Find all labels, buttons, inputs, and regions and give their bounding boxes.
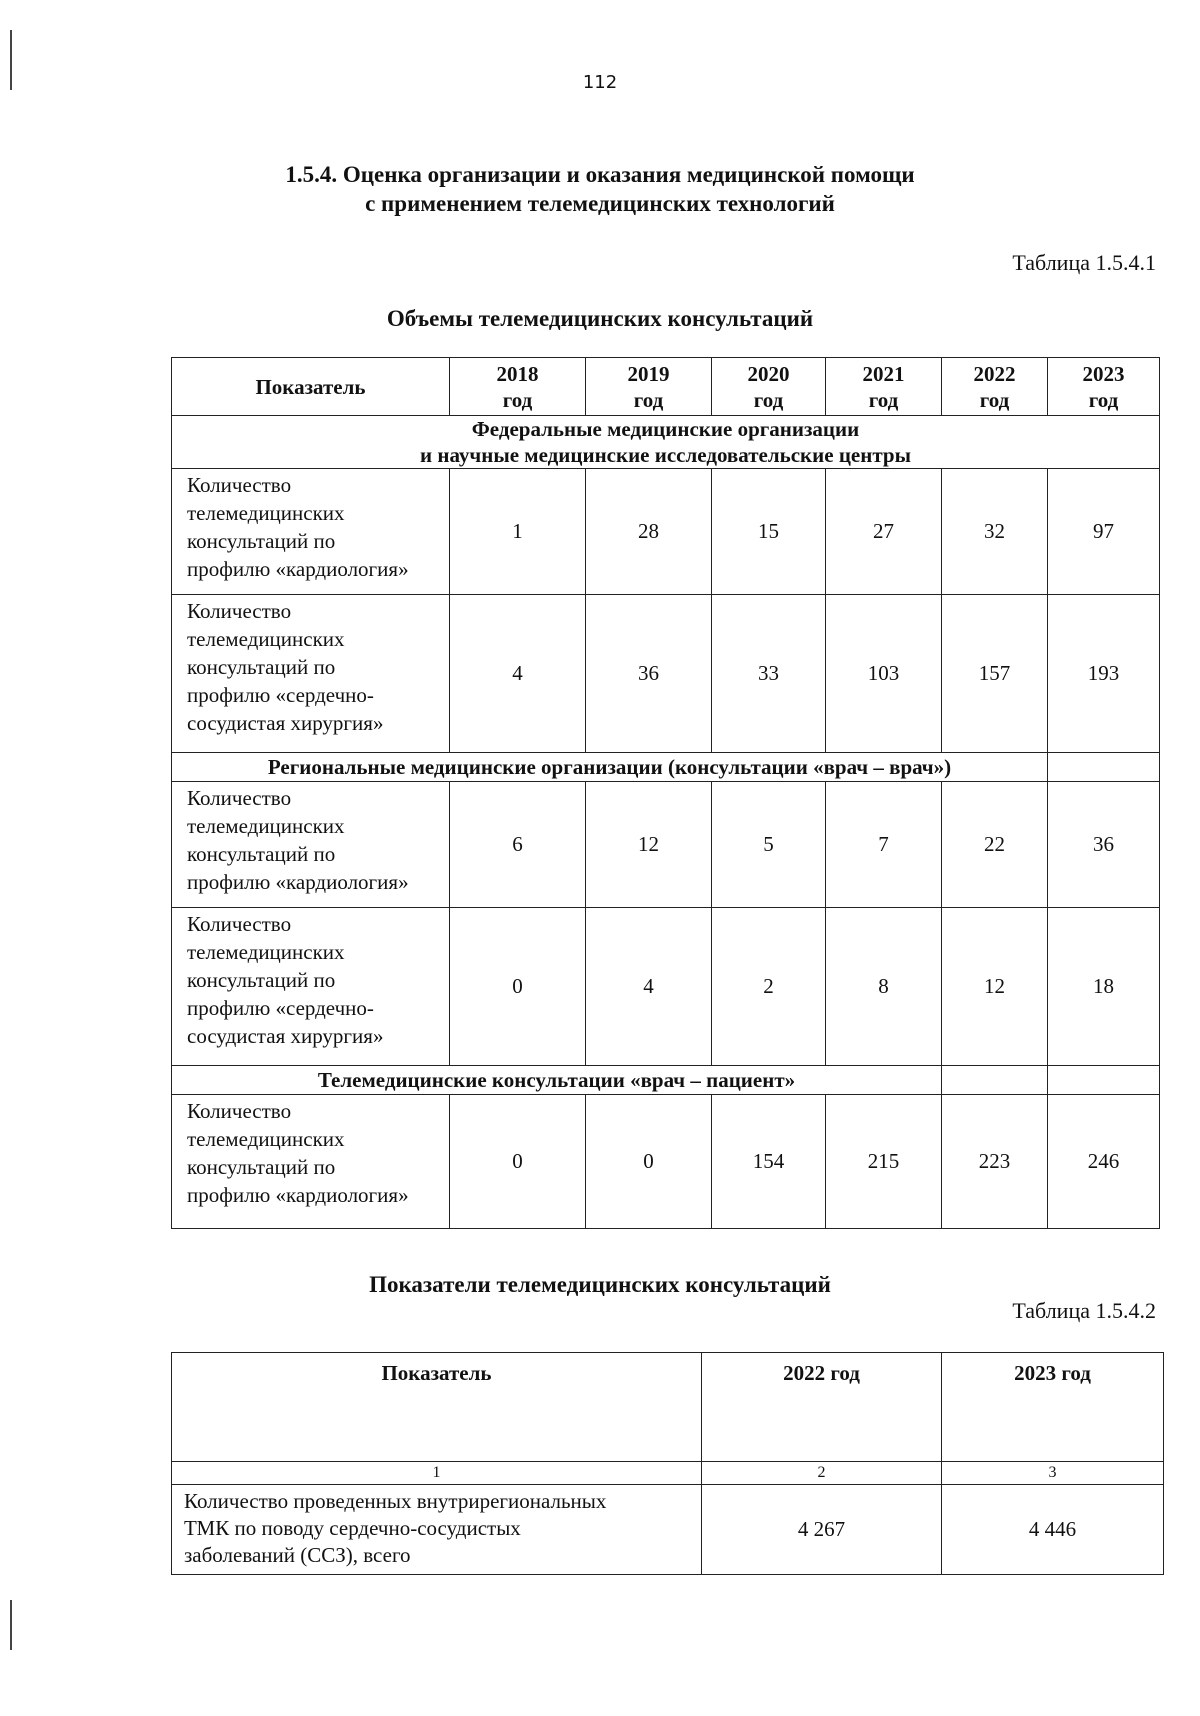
indicator-line: консультаций по	[187, 1155, 336, 1179]
value-cell: 2	[712, 908, 826, 1066]
header-indicator: Показатель	[172, 358, 450, 416]
indicator-cell	[172, 1095, 450, 1229]
indicator-line: профилю «кардиология»	[187, 1183, 409, 1207]
header-year	[942, 358, 1048, 416]
header-year-unit: год	[979, 387, 1010, 412]
value-cell: 246	[1048, 1095, 1160, 1229]
value-cell: 4	[450, 595, 586, 753]
value-cell: 223	[942, 1095, 1048, 1229]
table-row	[172, 1095, 1160, 1229]
table-row	[172, 595, 1160, 753]
indicator-line: сосудистая хирургия»	[187, 1024, 384, 1048]
indicator-cell	[172, 1485, 702, 1575]
indicator-line: Количество	[187, 599, 292, 623]
group-title	[172, 1066, 942, 1095]
header-year: 2022 год	[702, 1353, 942, 1462]
indicator-line: Количество проведенных внутрирегиональных	[184, 1489, 607, 1513]
indicator-line: телемедицинских	[187, 627, 345, 651]
indicator-line: телемедицинских	[187, 1127, 345, 1151]
value-cell: 7	[826, 782, 942, 908]
indicator-cell	[172, 908, 450, 1066]
value-cell: 97	[1048, 469, 1160, 595]
header-indicator: Показатель	[172, 1353, 702, 1462]
table-header-row	[172, 358, 1160, 416]
section-heading-line: 1.5.4. Оценка организации и оказания медицинской помощи	[285, 162, 915, 187]
group-row	[172, 1066, 1160, 1095]
indicator-line: Количество	[187, 912, 292, 936]
value-cell: 154	[712, 1095, 826, 1229]
column-number: 1	[172, 1462, 702, 1485]
column-number: 2	[702, 1462, 942, 1485]
value-cell: 5	[712, 782, 826, 908]
indicator-cell	[172, 595, 450, 753]
table-row	[172, 908, 1160, 1066]
indicator-line: профилю «кардиология»	[187, 557, 409, 581]
value-cell: 36	[1048, 782, 1160, 908]
value-cell: 27	[826, 469, 942, 595]
indicator-line: консультаций по	[187, 842, 336, 866]
telemedicine-volume-table	[171, 357, 1160, 1229]
header-year-unit: год	[633, 387, 664, 412]
table-title: Показатели телемедицинских консультаций	[369, 1272, 831, 1297]
indicator-line: консультаций по	[187, 655, 336, 679]
telemedicine-indicators-table	[171, 1352, 1164, 1575]
column-number: 3	[942, 1462, 1164, 1485]
header-year	[586, 358, 712, 416]
value-cell: 4 267	[702, 1485, 942, 1575]
header-year-value: 2019	[627, 361, 670, 386]
value-cell: 12	[586, 782, 712, 908]
indicator-line: профилю «сердечно-	[187, 996, 374, 1020]
group-title	[172, 416, 1160, 469]
value-cell: 0	[450, 1095, 586, 1229]
indicator-line: ТМК по поводу сердечно-сосудистых	[184, 1516, 521, 1540]
value-cell: 22	[942, 782, 1048, 908]
value-cell: 6	[450, 782, 586, 908]
group-title-line: Федеральные медицинские организации	[471, 417, 860, 441]
table-title: Объемы телемедицинских консультаций	[386, 306, 814, 331]
header-year	[1048, 358, 1160, 416]
header-year: 2023 год	[942, 1353, 1164, 1462]
table-header-row	[172, 1353, 1164, 1462]
empty-cell	[1048, 753, 1160, 782]
indicator-line: консультаций по	[187, 968, 336, 992]
group-row	[172, 416, 1160, 469]
value-cell: 36	[586, 595, 712, 753]
header-year-value: 2018	[496, 361, 539, 386]
header-year	[712, 358, 826, 416]
value-cell: 0	[586, 1095, 712, 1229]
header-year-value: 2021	[862, 361, 905, 386]
header-year-value: 2022	[973, 361, 1016, 386]
value-cell: 103	[826, 595, 942, 753]
indicator-line: телемедицинских	[187, 501, 345, 525]
indicator-line: Количество	[187, 473, 292, 497]
indicator-line: профилю «сердечно-	[187, 683, 374, 707]
header-year	[826, 358, 942, 416]
scan-edge-mark	[10, 1600, 12, 1650]
value-cell: 4	[586, 908, 712, 1066]
header-year-unit: год	[1088, 387, 1119, 412]
section-heading	[0, 160, 1200, 218]
value-cell: 4 446	[942, 1485, 1164, 1575]
section-heading-line: с применением телемедицинских технологий	[365, 191, 835, 216]
empty-cell	[1048, 1066, 1160, 1095]
table-row	[172, 469, 1160, 595]
table-label: Таблица 1.5.4.1	[1012, 250, 1156, 275]
header-year-value: 2023	[1082, 361, 1125, 386]
header-year-value: 2020	[747, 361, 790, 386]
value-cell: 32	[942, 469, 1048, 595]
header-year-unit: год	[502, 387, 533, 412]
value-cell: 215	[826, 1095, 942, 1229]
value-cell: 157	[942, 595, 1048, 753]
group-title-line: Региональные медицинские организации (консультации «врач – врач»)	[267, 755, 952, 779]
value-cell: 33	[712, 595, 826, 753]
indicator-line: телемедицинских	[187, 814, 345, 838]
header-year-unit: год	[753, 387, 784, 412]
value-cell: 15	[712, 469, 826, 595]
group-title-line: и научные медицинские исследовательские центры	[420, 443, 911, 467]
value-cell: 193	[1048, 595, 1160, 753]
indicator-line: телемедицинских	[187, 940, 345, 964]
group-row	[172, 753, 1160, 782]
indicator-line: заболеваний (ССЗ), всего	[184, 1543, 411, 1567]
indicator-line: Количество	[187, 786, 292, 810]
page-number: 112	[582, 72, 618, 93]
table-row	[172, 782, 1160, 908]
group-title	[172, 753, 1048, 782]
value-cell: 28	[586, 469, 712, 595]
header-year-unit: год	[868, 387, 899, 412]
value-cell: 0	[450, 908, 586, 1066]
value-cell: 8	[826, 908, 942, 1066]
value-cell: 18	[1048, 908, 1160, 1066]
table-row	[172, 1485, 1164, 1575]
indicator-cell	[172, 782, 450, 908]
group-title-line: Телемедицинские консультации «врач – пациент»	[317, 1068, 796, 1092]
indicator-line: профилю «кардиология»	[187, 870, 409, 894]
column-number-row	[172, 1462, 1164, 1485]
indicator-line: сосудистая хирургия»	[187, 711, 384, 735]
header-year	[450, 358, 586, 416]
indicator-line: Количество	[187, 1099, 292, 1123]
empty-cell	[942, 1066, 1048, 1095]
indicator-cell	[172, 469, 450, 595]
indicator-line: консультаций по	[187, 529, 336, 553]
table-label: Таблица 1.5.4.2	[1012, 1298, 1156, 1323]
value-cell: 12	[942, 908, 1048, 1066]
value-cell: 1	[450, 469, 586, 595]
